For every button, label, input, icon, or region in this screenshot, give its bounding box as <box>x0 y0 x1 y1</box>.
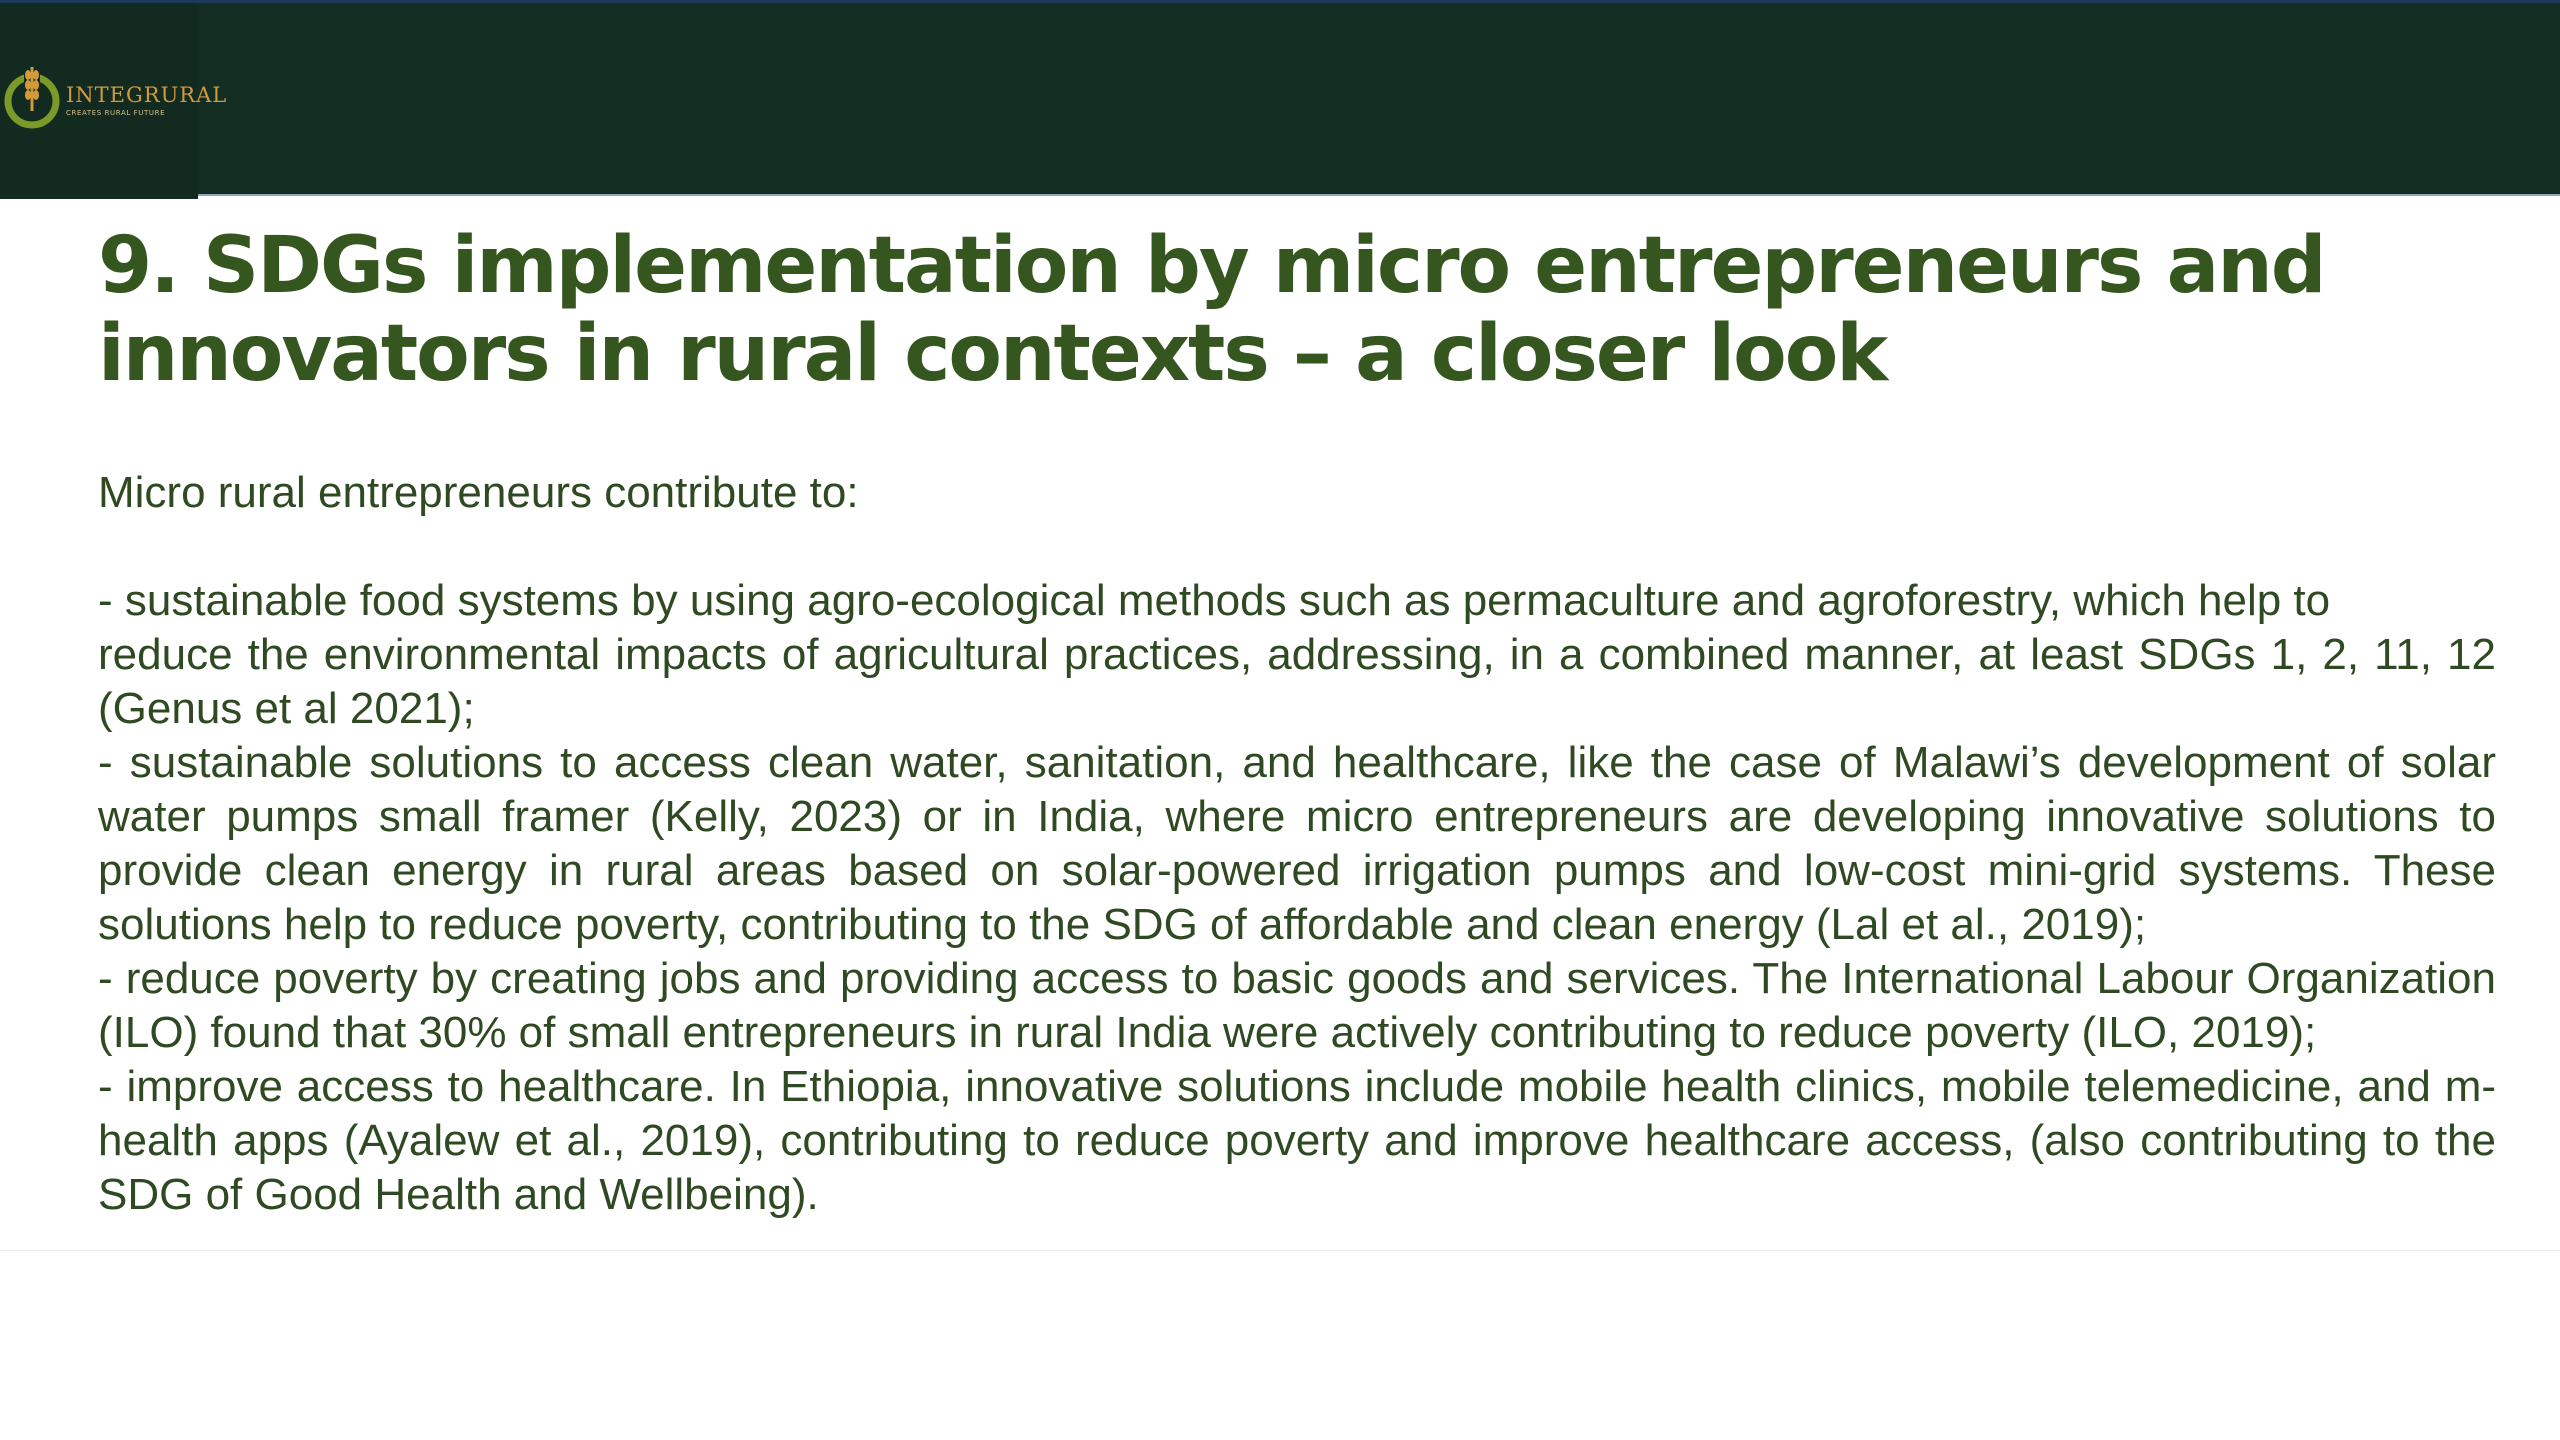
slide-title: 9. SDGs implementation by micro entrepreneurs and innovators in rural contexts – a closer look <box>98 221 2325 399</box>
paragraph-food-systems: - sustainable food systems by using agro-ecological methods such as permaculture and agroforestry, which help to <box>98 576 2331 625</box>
slide-body <box>98 466 2496 1222</box>
logo-box <box>0 3 228 199</box>
intro-text: Micro rural entrepreneurs contribute to: <box>98 468 859 517</box>
logo-wordmark: INTEGRURAL <box>66 83 228 107</box>
wheat-circle-icon <box>2 65 66 137</box>
header-band <box>0 0 2560 196</box>
integrural-logo <box>2 65 228 137</box>
logo-tagline: CREATES RURAL FUTURE <box>66 109 166 117</box>
paragraph-healthcare: - improve access to healthcare. In Ethiopia, innovative solutions include mobile health clinics, mobile telemedicine, and m-health apps (Ayalew et al., 2019), contributing to reduce poverty and improve healthcare access, (also contributing to the SDG of Good Health and Wellbeing). <box>98 1062 2496 1219</box>
divider-line <box>0 1250 2560 1251</box>
paragraph-clean-water-energy: - sustainable solutions to access clean water, sanitation, and healthcare, like the case of Malawi’s development of solar water pumps small framer (Kelly, 2023) or in India, where micro entrepreneurs are developing innovative solutions to provide clean energy in rural areas based on solar-powered irrigation pumps and low-cost mini-grid systems. These solutions help to reduce poverty, contributing to the SDG of affordable and clean energy (Lal et al., 2019); <box>98 738 2496 949</box>
paragraph-environmental-impacts: reduce the environmental impacts of agricultural practices, addressing, in a combined manner, at least SDGs 1, 2, 11, 12 (Genus et al 2021); <box>98 630 2496 733</box>
paragraph-reduce-poverty: - reduce poverty by creating jobs and providing access to basic goods and services. The International Labour Organization (ILO) found that 30% of small entrepreneurs in rural India were actively contributing to reduce poverty (ILO, 2019); <box>98 954 2496 1057</box>
